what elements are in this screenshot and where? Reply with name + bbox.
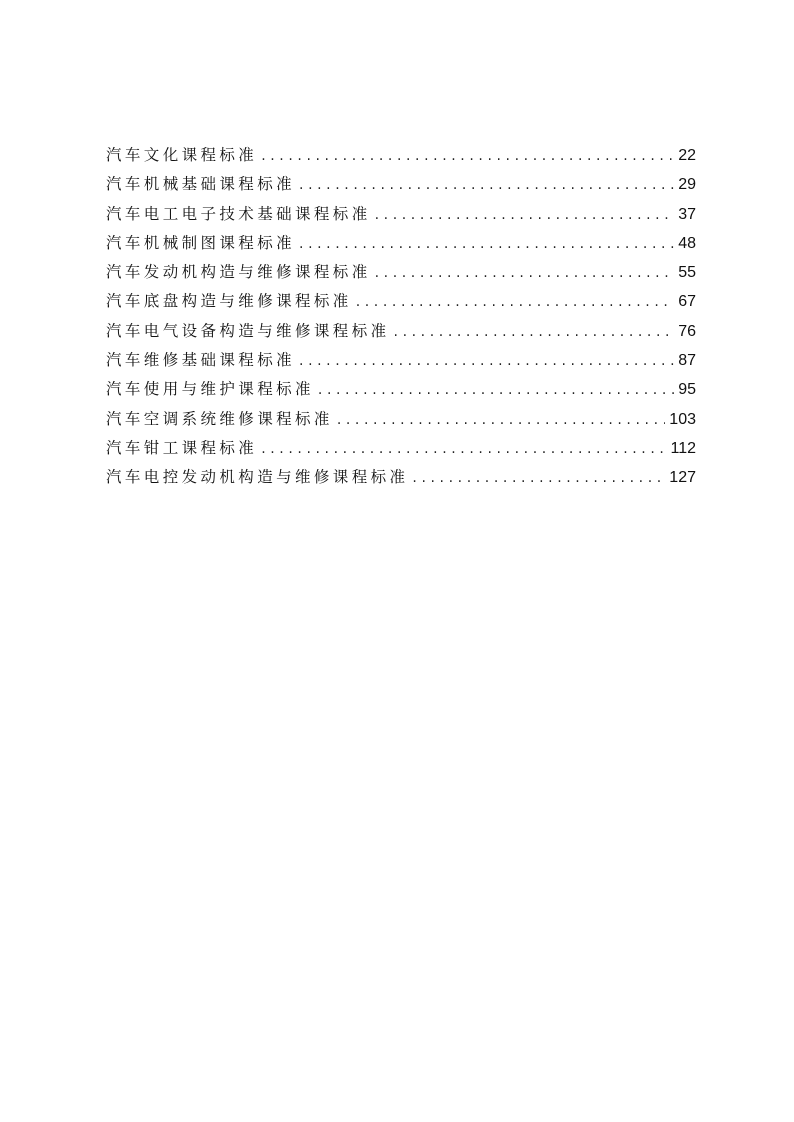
toc-entry-title: 汽车钳工课程标准 xyxy=(106,438,258,457)
toc-entry[interactable] xyxy=(106,287,696,316)
toc-entry-page-number: 87 xyxy=(678,352,696,370)
toc-entry-title: 汽车机械基础课程标准 xyxy=(106,175,296,194)
toc-entry-title: 汽车机械制图课程标准 xyxy=(106,233,296,252)
toc-entry-page-number: 76 xyxy=(678,322,696,340)
toc-entry[interactable] xyxy=(106,375,696,404)
toc-entry[interactable] xyxy=(106,463,696,492)
toc-dot-leader xyxy=(356,288,675,317)
toc-entry[interactable] xyxy=(106,170,696,199)
toc-entry-page-number: 95 xyxy=(678,381,696,399)
toc-entry-page-number: 67 xyxy=(678,293,696,311)
toc-entry-title: 汽车电气设备构造与维修课程标准 xyxy=(106,321,390,340)
toc-dot-leader xyxy=(261,142,674,171)
toc-entry-page-number: 103 xyxy=(669,410,696,428)
toc-entry-title: 汽车底盘构造与维修课程标准 xyxy=(106,292,352,311)
toc-dot-leader xyxy=(375,201,675,230)
toc-dot-leader xyxy=(412,464,665,493)
toc-dot-leader xyxy=(337,406,665,435)
toc-dot-leader xyxy=(299,347,674,376)
toc-dot-leader xyxy=(299,171,674,200)
toc-entry-page-number: 48 xyxy=(678,234,696,252)
toc-entry-title: 汽车文化课程标准 xyxy=(106,146,258,164)
toc-entry-page-number: 22 xyxy=(678,147,696,164)
toc-entry-title: 汽车电控发动机构造与维修课程标准 xyxy=(106,468,409,487)
toc-entry-page-number: 127 xyxy=(669,469,696,487)
toc-entry-title: 汽车使用与维护课程标准 xyxy=(106,380,314,399)
toc-dot-leader xyxy=(318,376,674,405)
toc-entry-page-number: 29 xyxy=(678,176,696,194)
toc-entry[interactable] xyxy=(106,141,696,170)
toc-entry-title: 汽车电工电子技术基础课程标准 xyxy=(106,204,371,223)
toc-entry[interactable] xyxy=(106,346,696,375)
toc-dot-leader xyxy=(375,259,675,288)
toc-entry-title: 汽车空调系统维修课程标准 xyxy=(106,409,333,428)
toc-entry-page-number: 37 xyxy=(678,205,696,223)
toc-entry-page-number: 55 xyxy=(678,264,696,282)
toc-entry[interactable] xyxy=(106,258,696,287)
table-of-contents xyxy=(106,141,696,493)
toc-dot-leader xyxy=(394,318,675,347)
toc-dot-leader xyxy=(261,435,666,464)
toc-entry-title: 汽车发动机构造与维修课程标准 xyxy=(106,263,371,282)
toc-entry-title: 汽车维修基础课程标准 xyxy=(106,351,296,370)
toc-entry[interactable] xyxy=(106,317,696,346)
toc-entry[interactable] xyxy=(106,434,696,463)
toc-dot-leader xyxy=(299,230,674,259)
toc-entry-page-number: 112 xyxy=(670,439,696,457)
toc-entry[interactable] xyxy=(106,405,696,434)
toc-entry[interactable] xyxy=(106,200,696,229)
toc-entry[interactable] xyxy=(106,229,696,258)
